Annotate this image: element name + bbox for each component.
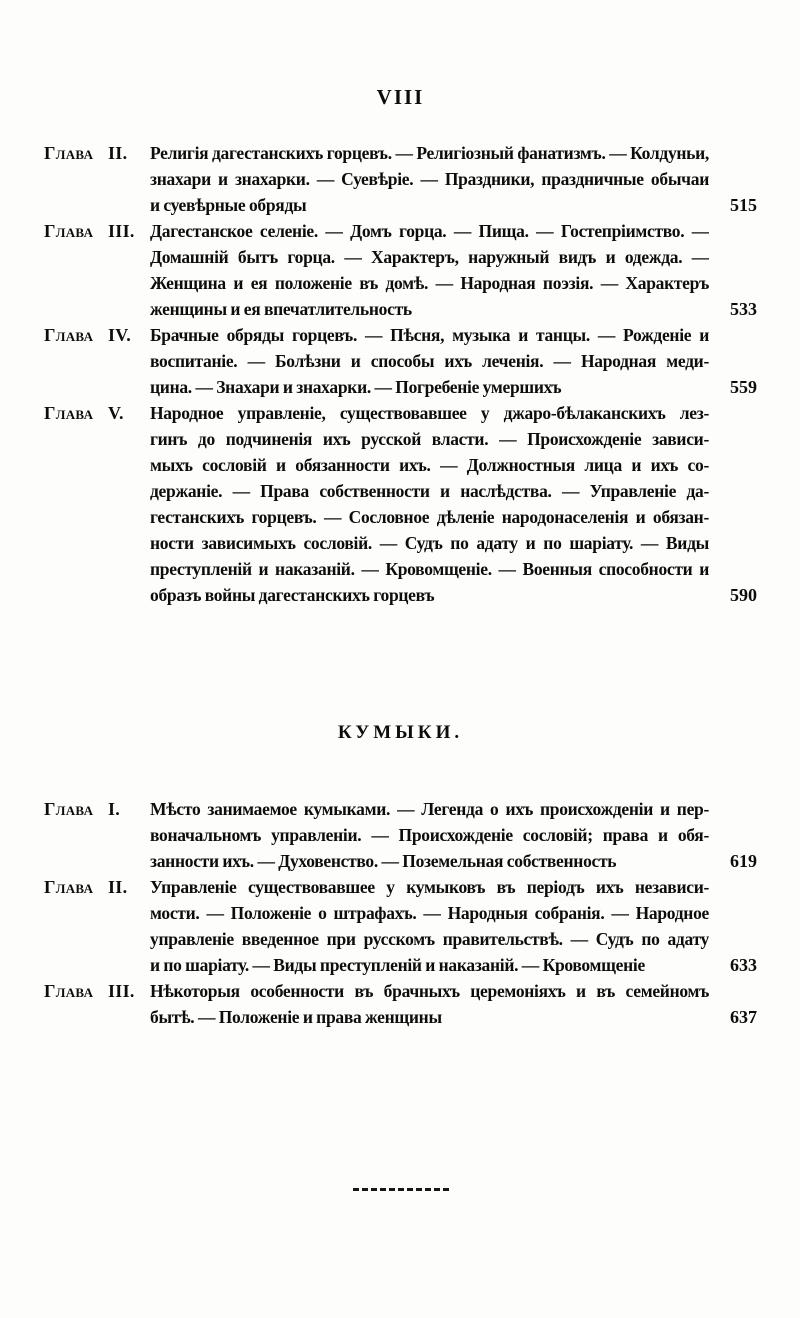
- toc-entry: [44, 978, 757, 1030]
- chapter-numeral: I.: [108, 799, 121, 819]
- description-line: бытѣ. — Положеніе и права женщины: [150, 1007, 442, 1027]
- chapter-word: Глава: [44, 403, 94, 423]
- toc-entry: [44, 874, 757, 978]
- page-number: 619: [730, 851, 757, 871]
- chapter-word: Глава: [44, 221, 94, 241]
- description-line: держаніе. — Права собственности и наслѣдства. — Управленіе да-: [150, 481, 709, 501]
- description-line: Брачные обряды горцевъ. — Пѣсня, музыка и танцы. — Рожденіе и: [150, 325, 709, 345]
- chapter-label: [44, 322, 150, 348]
- description-line: воначальномъ управленіи. — Происхожденіе сословій; права и обя-: [150, 825, 709, 845]
- toc-entry: [44, 400, 757, 608]
- page-header-roman-numeral: VIII: [376, 85, 425, 109]
- chapter-numeral: III.: [108, 221, 135, 241]
- end-divider: [353, 1188, 449, 1191]
- chapter-numeral: III.: [108, 981, 135, 1001]
- chapter-description: [150, 978, 709, 1030]
- chapter-description: [150, 140, 709, 218]
- chapter-numeral: IV.: [108, 325, 132, 345]
- page-number: 515: [730, 195, 757, 215]
- toc-entry: [44, 218, 757, 322]
- chapter-numeral: II.: [108, 877, 128, 897]
- description-line: цина. — Знахари и знахарки. — Погребеніе умершихъ: [150, 377, 562, 397]
- description-line: преступленій и наказаній. — Кровомщеніе. — Военныя способности и: [150, 559, 709, 579]
- description-line: Народное управленіе, существовавшее у джаро-бѣлаканскихъ лез-: [150, 403, 709, 423]
- description-line: образъ войны дагестанскихъ горцевъ: [150, 585, 435, 605]
- description-line: Домашній бытъ горца. — Характеръ, наружный видъ и одежда. —: [150, 247, 709, 267]
- page-number: 637: [730, 1007, 757, 1027]
- description-line: гестанскихъ горцевъ. — Сословное дѣленіе народонаселенія и обязан-: [150, 507, 709, 527]
- toc-entry: [44, 796, 757, 874]
- chapter-word: Глава: [44, 799, 94, 819]
- table-of-contents: [44, 140, 757, 1030]
- chapter-label: [44, 874, 150, 900]
- chapter-word: Глава: [44, 877, 94, 897]
- toc-entry: [44, 140, 757, 218]
- description-line: знахари и знахарки. — Суевѣріе. — Праздники, праздничные обычаи: [150, 169, 709, 189]
- chapter-description: [150, 322, 709, 400]
- chapter-numeral: V.: [108, 403, 124, 423]
- section-heading: КУМЫКИ.: [337, 722, 464, 743]
- description-line: женщины и ея впечатлительность: [150, 299, 412, 319]
- chapter-label: [44, 400, 150, 426]
- description-line: мости. — Положеніе о штрафахъ. — Народныя собранія. — Народное: [150, 903, 709, 923]
- description-line: мыхъ сословій и обязанности ихъ. — Должностныя лица и ихъ со-: [150, 455, 709, 475]
- chapter-label: [44, 978, 150, 1004]
- chapter-label: [44, 140, 150, 166]
- description-line: Религія дагестанскихъ горцевъ. — Религіозный фанатизмъ. — Колдуньи,: [150, 143, 709, 163]
- description-line: Дагестанское селеніе. — Домъ горца. — Пища. — Гостепріимство. —: [150, 221, 709, 241]
- description-line: Нѣкоторыя особенности въ брачныхъ церемоніяхъ и въ семейномъ: [150, 981, 709, 1001]
- chapter-word: Глава: [44, 325, 94, 345]
- description-line: Женщина и ея положеніе въ домѣ. — Народная поэзія. — Характеръ: [150, 273, 709, 293]
- page-number: 633: [730, 955, 757, 975]
- page-number: 590: [730, 585, 757, 605]
- description-line: и по шаріату. — Виды преступленій и наказаній. — Кровомщеніе: [150, 955, 645, 975]
- chapter-description: [150, 218, 709, 322]
- toc-entry: [44, 322, 757, 400]
- page-number: 559: [730, 377, 757, 397]
- chapter-word: Глава: [44, 143, 94, 163]
- chapter-numeral: II.: [108, 143, 128, 163]
- chapter-word: Глава: [44, 981, 94, 1001]
- description-line: и суевѣрные обряды: [150, 195, 307, 215]
- chapter-label: [44, 218, 150, 244]
- description-line: Мѣсто занимаемое кумыками. — Легенда о ихъ происхожденіи и пер-: [150, 799, 709, 819]
- description-line: ности зависимыхъ сословій. — Судъ по адату и по шаріату. — Виды: [150, 533, 709, 553]
- description-line: управленіе введенное при русскомъ правительствѣ. — Судъ по адату: [150, 929, 709, 949]
- description-line: гинъ до подчиненія ихъ русской власти. — Происхожденіе зависи-: [150, 429, 709, 449]
- page-number: 533: [730, 299, 757, 319]
- description-line: Управленіе существовавшее у кумыковъ въ періодъ ихъ независи-: [150, 877, 709, 897]
- description-line: воспитаніе. — Болѣзни и способы ихъ леченія. — Народная меди-: [150, 351, 709, 371]
- chapter-description: [150, 400, 709, 608]
- chapter-description: [150, 874, 709, 978]
- description-line: занности ихъ. — Духовенство. — Поземельная собственность: [150, 851, 617, 871]
- chapter-label: [44, 796, 150, 822]
- chapter-description: [150, 796, 709, 874]
